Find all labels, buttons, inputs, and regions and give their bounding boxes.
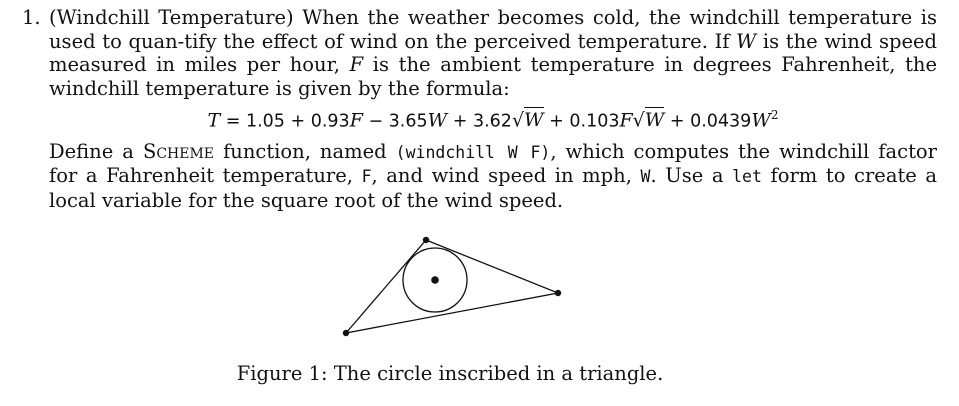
task-text-2: function, named [223,139,387,163]
eq-w-3: W [644,109,665,132]
eq-part-3: + 3.62 [447,111,512,132]
var-f: F [349,53,364,76]
problem-number: 1. [22,6,41,29]
vertex-top [423,237,429,243]
eq-w-1: W [427,109,448,132]
task-text-3: , which computes the windchill factor for a Fahrenheit temperature, [49,139,937,188]
function-signature: (windchill W F) [395,142,551,162]
eq-w-2: W [524,109,544,132]
eq-part-4: + 0.103 [543,111,620,132]
intro-text-3: is the ambient temperature in degrees Fahrenheit, the windchill temperature is given by the formula: [49,53,938,100]
vertex-right [555,290,561,296]
incenter-point [431,276,439,284]
inscribed-circle-figure [330,232,570,344]
eq-f-2: F [619,109,633,132]
triangle [346,240,558,333]
code-let: let [732,167,762,187]
problem-intro [49,6,937,100]
task-text-6: form to create a local variable for the square root of the wind speed. [49,164,938,212]
intro-text-1: When the weather becomes cold, the windchill temperature is used to quan-tify the effect of wind on the perceived temperature. If [49,6,937,53]
eq-t: T [207,109,221,132]
var-w: W [736,29,757,53]
eq-f-1: F [349,109,363,132]
eq-w-4: W [751,109,771,132]
problem-title: (Windchill Temperature) [49,6,294,29]
sqrt-sign-2: √ [632,109,645,132]
code-f: F [361,167,372,187]
figure-caption [0,362,900,385]
intro-text-2: is the wind speed measured in miles per hour, [49,29,938,76]
eq-part-1: = 1.05 + 0.93 [220,111,350,132]
eq-part-2: − 3.65 [362,111,428,132]
scheme-name: Scheme [142,139,215,163]
problem-task [49,140,937,213]
windchill-equation [49,104,937,134]
code-w: W [640,167,651,187]
sqrt-sign-1: √ [511,109,525,132]
vertex-bottom-left [343,330,349,336]
problem-body [49,6,937,212]
eq-exponent: 2 [770,108,779,122]
task-text-1: Define a [49,139,134,163]
task-text-4: , and wind speed in mph, [371,164,632,188]
eq-part-5: + 0.0439 [664,111,752,132]
problem-1 [22,6,937,212]
task-text-5: . Use a [650,164,724,188]
caption-text: Figure 1: The circle inscribed in a triangle. [236,362,664,385]
